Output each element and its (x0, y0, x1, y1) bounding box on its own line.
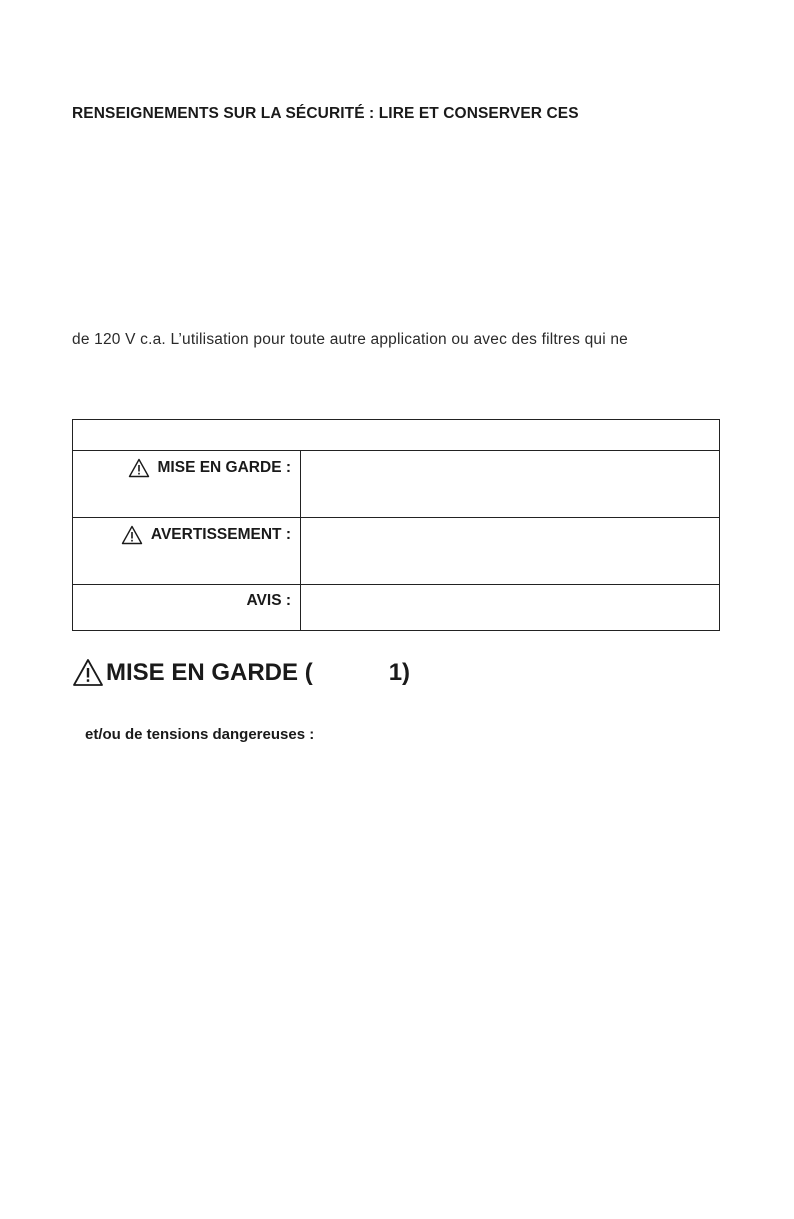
hazard-definitions-table (72, 419, 720, 631)
warning-title-end: 1) (388, 658, 411, 686)
warning-triangle-icon (128, 458, 150, 478)
warning-title-start: MISE EN GARDE ( (106, 658, 313, 686)
table-row-mise-en-garde (128, 458, 291, 478)
table-divider (73, 517, 719, 518)
warning-section-title (72, 658, 410, 687)
row-label: AVIS : (246, 592, 291, 609)
row-label: MISE EN GARDE : (157, 459, 291, 476)
warning-triangle-icon (121, 525, 143, 545)
table-row-avertissement (121, 525, 291, 545)
row-label: AVERTISSEMENT : (150, 526, 291, 543)
warning-subheading: et/ou de tensions dangereuses : (85, 726, 315, 743)
table-divider (73, 584, 719, 585)
safety-info-heading: RENSEIGNEMENTS SUR LA SÉCURITÉ : LIRE ET CONSERVER CES (72, 105, 579, 122)
table-row-avis (247, 592, 292, 610)
body-text-line: de 120 V c.a. L’utilisation pour toute autre application ou avec des filtres qui ne (72, 331, 629, 348)
table-column-divider (300, 450, 301, 630)
table-divider (73, 450, 719, 451)
warning-triangle-icon (72, 658, 104, 687)
